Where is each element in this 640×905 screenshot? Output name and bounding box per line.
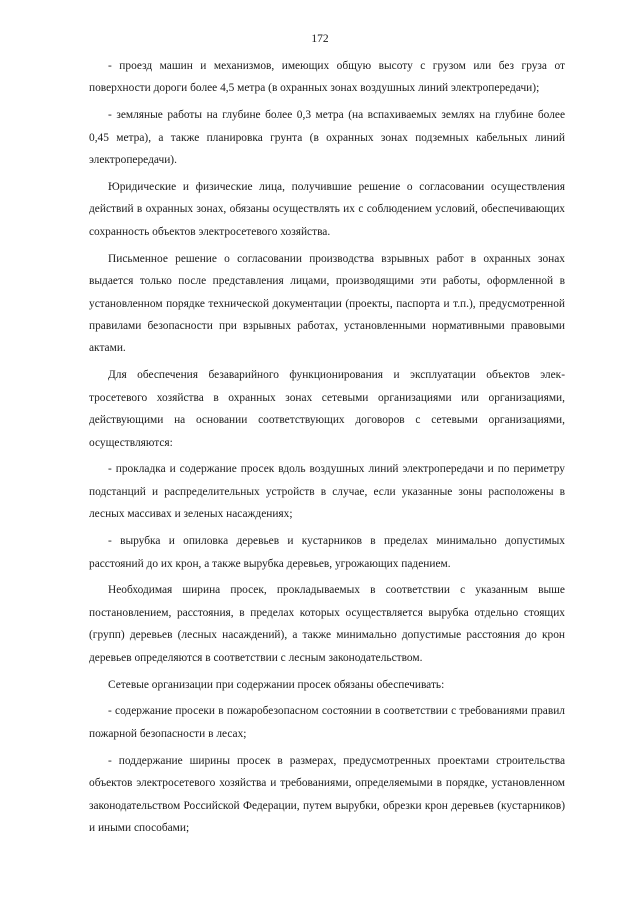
paragraph-width-maintenance: - поддержание ширины просек в размерах, предусмотренных проектами строительства объектов электросетевого хозяйства и требованиями, определяемыми в порядке, установленном законодательством Российской Федерации, путем вырубки, обрезки крон деревьев (кустарников) и иными способами; xyxy=(89,754,565,834)
paragraph-fire-safety: - содержание просеки в пожаробезопасном состоянии в соответствии с требованиями правил пожарной безопасности в лесах; xyxy=(89,705,565,740)
paragraph-network-obligations: Сетевые организации при содержании просек обязаны обеспечивать: xyxy=(108,678,445,691)
paragraph-trouble-free-operation: Для обеспечения безаварийного функционирования и эксплуатации объектов электросетевого хозяйства в охранных зонах сетевыми организациями или организациями, действующими на основании соответствующих договоров с сетевыми организациями, осуществляются: xyxy=(89,369,565,449)
paragraph-blasting-permit: Письменное решение о согласовании производства взрывных работ в охранных зонах выдается только после представления лицами, производящими эти работы, оформленной в установленном порядке технической документации (проекты, паспорта и т.п.), предусмотренной правилами безопасности при взрывных работах, установленными нормативными правовыми актами. xyxy=(89,252,565,355)
document-body xyxy=(89,55,565,844)
paragraph-tree-felling: - вырубка и опиловка деревьев и кустарников в пределах минимально допустимых расстояний до их крон, а также вырубка деревьев, угрожающих падением. xyxy=(89,535,565,570)
paragraph-clearing-width: Необходимая ширина просек, прокладываемых в соответствии с указанным выше постановлением, расстояния, в пределах которых осуществляется вырубка отдельно стоящих (групп) деревьев (лесных насаждений), а также минимально допустимые расстояния до крон деревьев определяются в соответствии с лесным законодательством. xyxy=(89,584,565,664)
paragraph-vehicle-passage: - проезд машин и механизмов, имеющих общую высоту с грузом или без груза от поверхности дороги более 4,5 метра (в охранных зонах воздушных линий электропередачи); xyxy=(89,60,565,95)
paragraph-legal-entities: Юридические и физические лица, получившие решение о согласовании осуществления действий в охранных зонах, обязаны осуществлять их с соблюдением условий, обеспечивающих сохранность объектов электросетевого хозяйства. xyxy=(89,181,565,238)
paragraph-earthworks: - земляные работы на глубине более 0,3 метра (на вспахиваемых землях на глубине более 0,45 метра), а также планировка грунта (в охранных зонах подземных кабельных линий электропередачи). xyxy=(89,109,565,167)
paragraph-clearing-laying: - прокладка и содержание просек вдоль воздушных линий электропередачи и по периметру подстанций и распределительных устройств в случае, если указанные зоны расположены в лесных массивах и зеленых насаждениях; xyxy=(89,463,565,521)
page-number: 172 xyxy=(311,33,329,45)
